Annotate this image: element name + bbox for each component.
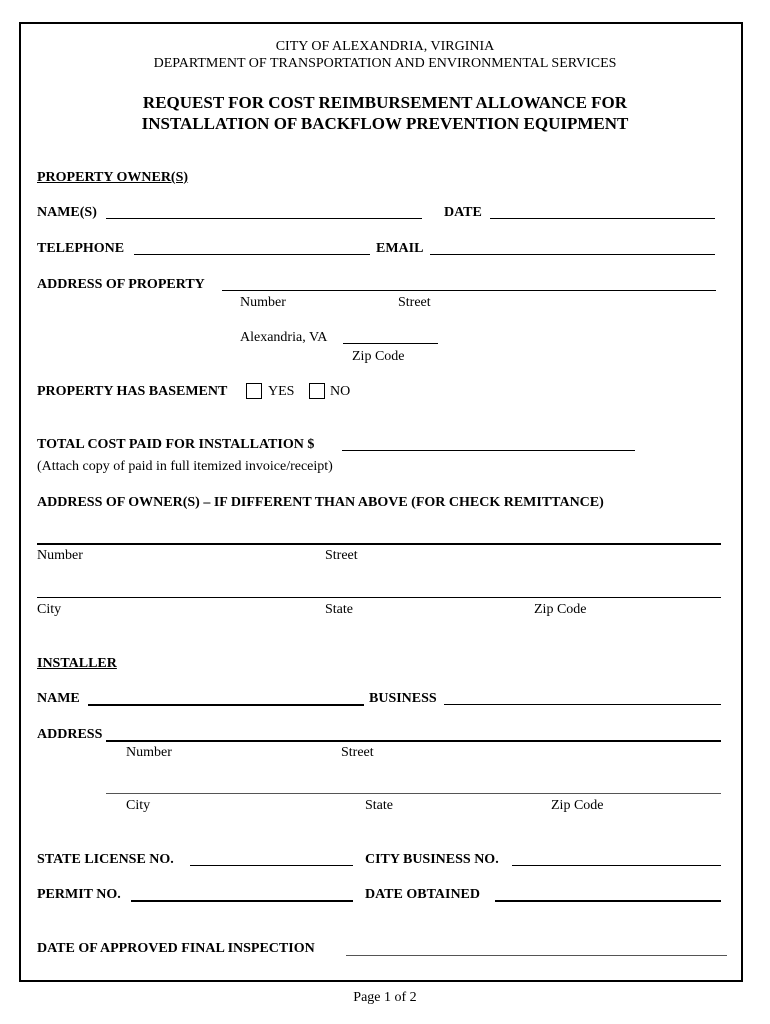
state-license-field[interactable]: [190, 865, 353, 866]
page-number: Page 1 of 2: [353, 990, 417, 1005]
property-owner-section-title: PROPERTY OWNER(S): [37, 170, 189, 185]
final-inspection-field[interactable]: [346, 955, 727, 956]
basement-yes-label: YES: [268, 384, 295, 399]
telephone-label: TELEPHONE: [37, 241, 125, 256]
business-field[interactable]: [444, 704, 721, 705]
basement-no-label: NO: [330, 384, 351, 399]
final-inspection-label: DATE OF APPROVED FINAL INSPECTION: [37, 941, 315, 956]
installer-name-field[interactable]: [88, 704, 364, 706]
property-number-caption: Number: [240, 295, 286, 310]
names-label: NAME(S): [37, 205, 97, 220]
owner-zip-caption: Zip Code: [534, 602, 587, 617]
form-title-line2: INSTALLATION OF BACKFLOW PREVENTION EQUIPMENT: [141, 114, 629, 133]
property-zip-caption: Zip Code: [352, 349, 405, 364]
owner-number-caption: Number: [37, 548, 83, 563]
installer-city-caption: City: [126, 798, 151, 813]
form-title-line1: REQUEST FOR COST REIMBURSEMENT ALLOWANCE FOR: [142, 93, 628, 112]
owner-city-caption: City: [37, 602, 62, 617]
total-cost-field[interactable]: [342, 450, 635, 451]
city-business-label: CITY BUSINESS NO.: [365, 852, 499, 867]
telephone-field[interactable]: [134, 254, 370, 255]
total-cost-label: TOTAL COST PAID FOR INSTALLATION $: [37, 437, 315, 452]
basement-no-checkbox[interactable]: [309, 383, 325, 399]
city-business-field[interactable]: [512, 865, 721, 866]
date-label: DATE: [444, 205, 482, 220]
attach-invoice-note: (Attach copy of paid in full itemized invoice/receipt): [37, 459, 333, 474]
names-field[interactable]: [106, 218, 422, 219]
owner-address-street-field[interactable]: [37, 543, 721, 545]
date-obtained-label: DATE OBTAINED: [365, 887, 481, 902]
installer-name-label: NAME: [37, 691, 80, 706]
email-label: EMAIL: [376, 241, 424, 256]
property-city-prefix: Alexandria, VA: [240, 330, 328, 345]
business-label: BUSINESS: [369, 691, 437, 706]
property-address-field[interactable]: [222, 290, 716, 291]
owner-state-caption: State: [325, 602, 353, 617]
city-heading: CITY OF ALEXANDRIA, VIRGINIA: [275, 39, 495, 54]
installer-section-title: INSTALLER: [37, 656, 117, 671]
installer-street-caption: Street: [341, 745, 374, 760]
installer-state-caption: State: [365, 798, 393, 813]
email-field[interactable]: [430, 254, 715, 255]
installer-address-label: ADDRESS: [37, 727, 103, 742]
permit-field[interactable]: [131, 900, 353, 902]
installer-number-caption: Number: [126, 745, 172, 760]
installer-street-field[interactable]: [106, 740, 721, 742]
permit-label: PERMIT NO.: [37, 887, 121, 902]
property-street-caption: Street: [398, 295, 431, 310]
owner-street-caption: Street: [325, 548, 358, 563]
date-obtained-field[interactable]: [495, 900, 721, 902]
installer-zip-caption: Zip Code: [551, 798, 604, 813]
department-heading: DEPARTMENT OF TRANSPORTATION AND ENVIRONMENTAL SERVICES: [153, 56, 617, 71]
property-address-label: ADDRESS OF PROPERTY: [37, 277, 205, 292]
date-field[interactable]: [490, 218, 715, 219]
basement-yes-checkbox[interactable]: [246, 383, 262, 399]
owner-address-city-field[interactable]: [37, 597, 721, 598]
state-license-label: STATE LICENSE NO.: [37, 852, 174, 867]
owner-address-title: ADDRESS OF OWNER(S) – IF DIFFERENT THAN ABOVE (FOR CHECK REMITTANCE): [37, 495, 604, 510]
basement-label: PROPERTY HAS BASEMENT: [37, 384, 228, 399]
installer-city-field[interactable]: [106, 793, 721, 794]
property-zip-field[interactable]: [343, 343, 438, 344]
